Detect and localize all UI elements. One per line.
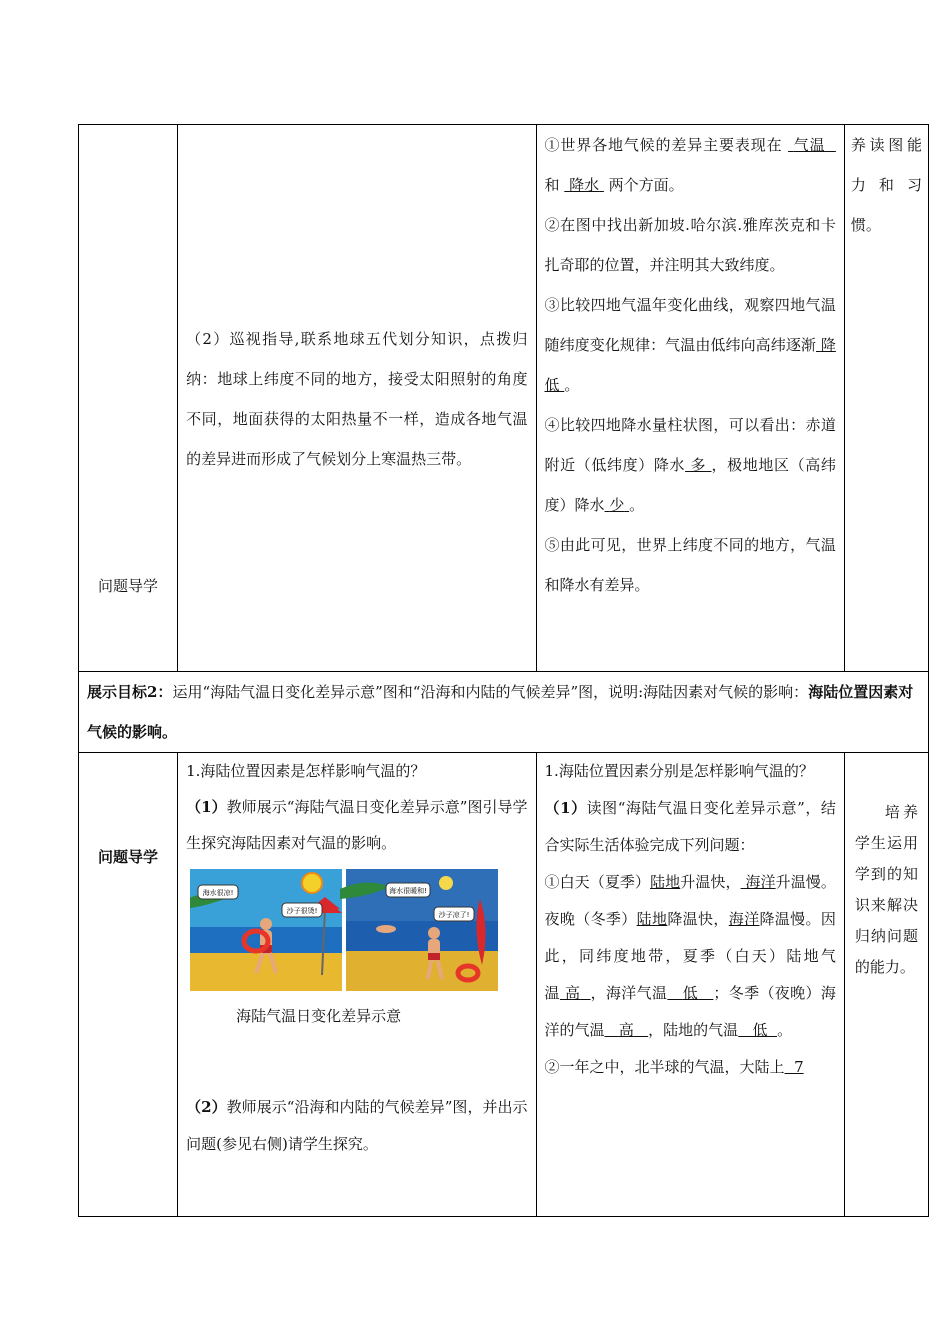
answer-blank — [741, 873, 776, 891]
text-span: ①白天（夏季） — [544, 873, 651, 891]
student-activity-text — [537, 125, 844, 605]
answer-blank — [788, 136, 836, 154]
text-span: 升温慢。夜晚（冬季） — [544, 873, 836, 928]
text-span: ②在图中找出新加坡.哈尔滨.雅库茨克和卡扎奇耶的位置，并注明其大致纬度。 — [544, 216, 836, 274]
answer-blank — [605, 1021, 649, 1039]
answer-text: 低 — [682, 984, 699, 1002]
student-activity-cell — [536, 753, 844, 1217]
table-row — [79, 753, 929, 1217]
answer-text: 海洋 — [728, 910, 760, 928]
answer-text: 陆地 — [650, 873, 681, 891]
answer-text: 海洋 — [745, 873, 776, 891]
text-span: ，海洋气温 — [590, 984, 668, 1002]
speech-bubble-text: 沙子凉了! — [438, 911, 470, 919]
answer-blank — [667, 984, 713, 1002]
target-cell — [79, 672, 929, 753]
student-activity-cell — [536, 125, 844, 672]
text-span: 。 — [629, 496, 645, 514]
text-span: 。 — [777, 1021, 793, 1039]
step-number: （2） — [186, 1098, 227, 1116]
row-label-cell — [79, 125, 178, 672]
target-text — [79, 672, 928, 752]
table-row — [79, 125, 929, 672]
text-span: 降温快， — [667, 910, 729, 928]
row-label-cell — [79, 753, 178, 1217]
answer-text: 多 — [690, 456, 707, 474]
answer-blank — [564, 176, 604, 194]
text-span: ；冬季（夜晚）海洋的气温 — [544, 984, 836, 1039]
text-span: 降温慢。因此，同纬度地带，夏季（白天）陆地气温 — [544, 910, 836, 1002]
text-span: ⑤由此可见，世界上纬度不同的地方，气温和降水有差异。 — [544, 536, 836, 594]
teacher-step1 — [178, 789, 535, 861]
target-label: 展示目标2： — [87, 683, 173, 701]
goal-cell — [844, 125, 928, 672]
step-number: （1） — [186, 798, 227, 816]
answer-text: 降水 — [569, 176, 600, 194]
answer-text: 高 — [565, 984, 581, 1002]
text-span: 。 — [564, 376, 580, 394]
goal-text: 养读图能力和习惯。 — [850, 136, 922, 234]
answer-blank — [685, 456, 711, 474]
step-number: （1） — [544, 799, 587, 817]
teacher-guidance-text: （2）巡视指导,联系地球五代划分知识，点拨归纳：地球上纬度不同的地方，接受太阳照射的角度不同，地面获得的太阳热量不一样，造成各地气温的差异进而形成了气候划分上寒温热三带。 — [186, 330, 528, 468]
target-emphasis: 海陆位置因素对气候的影响。 — [87, 683, 914, 741]
answer-blank — [605, 496, 630, 514]
text-span: 读图“海陆气温日变化差异示意”，结合实际生活体验完成下列问题： — [544, 799, 836, 854]
goal-text: 培养学生运用学到的知识来解决归纳问题的能力。 — [854, 803, 918, 976]
text-span: 升温快， — [680, 873, 741, 891]
text-span: ，极地地区（高纬度）降水 — [544, 456, 836, 514]
speech-bubble-text: 海水很暖和! — [389, 887, 428, 895]
row-label: 问题导学 — [98, 848, 159, 866]
teacher-activity-cell — [178, 125, 536, 672]
row-label: 问题导学 — [98, 577, 159, 595]
answer-blank — [785, 1058, 804, 1076]
sea-land-temperature-illustration — [190, 869, 498, 991]
teacher-q1: 1.海陆位置因素是怎样影响气温的？ — [186, 762, 426, 780]
beach-scene-image — [190, 869, 498, 991]
speech-bubble-text: 海水很凉! — [202, 889, 234, 897]
text-span: 教师展示“沿海和内陆的气候差异”图，并出示问题(参见右侧)请学生探究。 — [186, 1098, 528, 1153]
text-span: ④比较四地降水量柱状图，可以看出：赤道附近（低纬度）降水 — [544, 416, 836, 474]
goal-cell — [844, 753, 928, 1217]
text-span: ，陆地的气温 — [648, 1021, 739, 1039]
answer-text: 7 — [794, 1058, 804, 1076]
teacher-step2 — [178, 1031, 535, 1163]
answer-blank — [738, 1021, 777, 1039]
table-row — [79, 672, 929, 753]
text-span: ①世界各地气候的差异主要表现在 — [544, 136, 783, 154]
teacher-activity-cell — [178, 753, 536, 1217]
text-span: 两个方面。 — [608, 176, 684, 194]
answer-text: 少 — [609, 496, 625, 514]
text-span: 运用“海陆气温日变化差异示意”图和“沿海和内陆的气候差异”图，说明:海陆因素对气候的影响： — [172, 683, 809, 701]
text-span: 教师展示“海陆气温日变化差异示意”图引导学生探究海陆因素对气温的影响。 — [186, 798, 528, 852]
answer-text: 低 — [752, 1021, 768, 1039]
student-activity-text — [537, 753, 844, 1086]
answer-blank — [560, 984, 591, 1002]
answer-text: 气温 — [793, 136, 826, 154]
text-span: 1.海陆位置因素分别是怎样影响气温的？ — [544, 762, 814, 780]
speech-bubble-text: 沙子很烫! — [286, 907, 318, 915]
figure-caption: 海陆气温日变化差异示意 — [236, 1007, 402, 1025]
answer-text: 高 — [618, 1021, 634, 1039]
answer-text: 降低 — [544, 336, 836, 394]
text-span: ③比较四地气温年变化曲线，观察四地气温随纬度变化规律：气温由低纬向高纬逐渐 — [544, 296, 836, 354]
text-span: ②一年之中，北半球的气温，大陆上 — [544, 1058, 785, 1076]
text-span: 和 — [544, 176, 560, 194]
answer-text: 陆地 — [636, 910, 668, 928]
lesson-table — [78, 124, 929, 1217]
